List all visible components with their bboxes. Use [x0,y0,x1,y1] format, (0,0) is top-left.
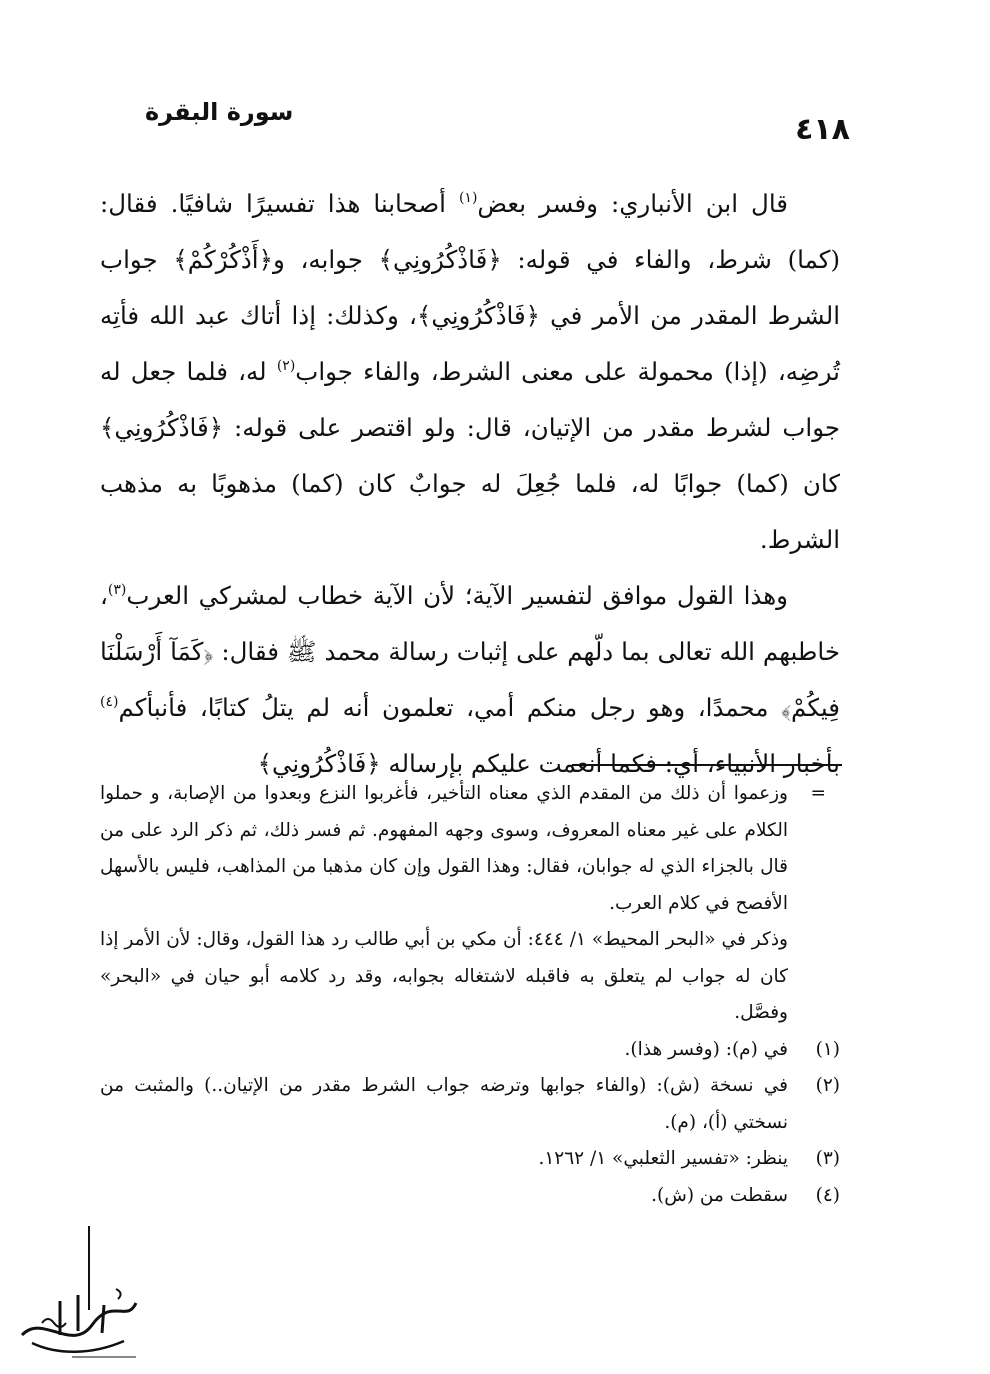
footnote-ref-4: (٤) [100,694,119,710]
continued-note [100,776,840,1032]
footnote-3 [100,1141,840,1178]
paragraph-text: أصحابنا هذا تفسيرًا شافيًا. فقال: (كما) شرط، والفاء في قوله: ﴿فَاذْكُرُونِي﴾ جوابه، و﴿أَذْكُرْكُمْ﴾ جواب الشرط المقدر من الأمر في ﴿فَاذْكُرُونِي﴾، وكذلك: إذا أتاك عبد الله فأتِه تُرضِه، (إذا) محمولة على معنى الشرط، والفاء جواب [100,189,840,386]
footnote-ref-2: (٢) [276,358,296,374]
paragraph-text: له، فلما جعل له جواب لشرط مقدر من الإتيان، قال: ولو اقتصر على قوله: ﴿فَاذْكُرُونِي﴾ كان (كما) جوابًا له، فلما جُعِلَ له جوابٌ كان (كما) مذهوبًا به مذهب الشرط. [100,357,840,554]
footnote-text: سقطت من (ش). [651,1184,788,1206]
paragraph-2 [100,568,840,792]
continued-note-text: وزعموا أن ذلك من المقدم الذي معناه التأخير، فأغربوا النزع وبعدوا من الإصابة، و حملوا الكلام على غير معناه المعروف، وسوى وجهه المفهوم. ثم فسر ذلك، ثم ذكر الرد على من قال بالجزاء الذي له جوابان، فقال: وهذا القول وإن كان مذهبا من المذاهب، فليس بالأسهل الأفصح في كلام العرب. [100,783,788,914]
footnote-4 [100,1178,840,1215]
paragraph-text: بأخبار الأنبياء، أي: فكما أنعمت عليكم بإرساله ﴿فَاذْكُرُونِي﴾ [257,749,840,778]
footnote-text: في (م): (وفسر هذا). [624,1038,788,1060]
footnote-number: (١) [815,1038,840,1060]
page-header [105,98,850,147]
continued-note-text: وذكر في «البحر المحيط» ١/ ٤٤٤: أن مكي بن أبي طالب رد هذا القول، وقال: لأن الأمر إذا كان له جواب لم يتعلق به فاقبله لاشتغاله بجوابه، وقد رد كلامه أبو حيان في «البحر» وفصَّل. [100,929,788,1023]
footnote-text: في نسخة (ش): (والفاء جوابها وترضه جواب الشرط مقدر من الإتيان..) والمثبت من نسختي (أ)، (م). [100,1075,788,1133]
paragraph-text: ، خاطبهم الله تعالى بما دلّهم على إثبات رسالة محمد ﷺ فقال: ﴿كَمَآ أَرْسَلْنَا فِيكُمْ﴾ محمدًا، وهو رجل منكم أمي، تعلمون أنه لم يتلُ كتابًا، فأنبأكم [100,581,840,722]
footnote-ref-1: (١) [458,190,478,206]
paragraph-text: قال ابن الأنباري: وفسر بعض [477,189,788,218]
calligraphy-logo [12,1283,142,1363]
surah-title: سورة البقرة [145,98,294,126]
footnote-1 [100,1032,840,1069]
footnote-divider [572,764,842,766]
continuation-mark: = [810,783,826,804]
footnote-number: (٣) [815,1148,840,1169]
footnote-number: (٢) [815,1075,840,1096]
footnote-text: ينظر: «تفسير الثعلبي» ١/ ١٢٦٢. [538,1148,788,1169]
page-number: ٤١٨ [795,112,850,147]
main-text [100,176,840,792]
footnotes-section [100,776,840,1214]
paragraph-1 [100,176,840,568]
footnote-ref-3: (٣) [107,582,127,598]
footnote-2 [100,1068,840,1141]
paragraph-text: وهذا القول موافق لتفسير الآية؛ لأن الآية خطاب لمشركي العرب [126,581,788,610]
footnote-number: (٤) [815,1184,840,1206]
